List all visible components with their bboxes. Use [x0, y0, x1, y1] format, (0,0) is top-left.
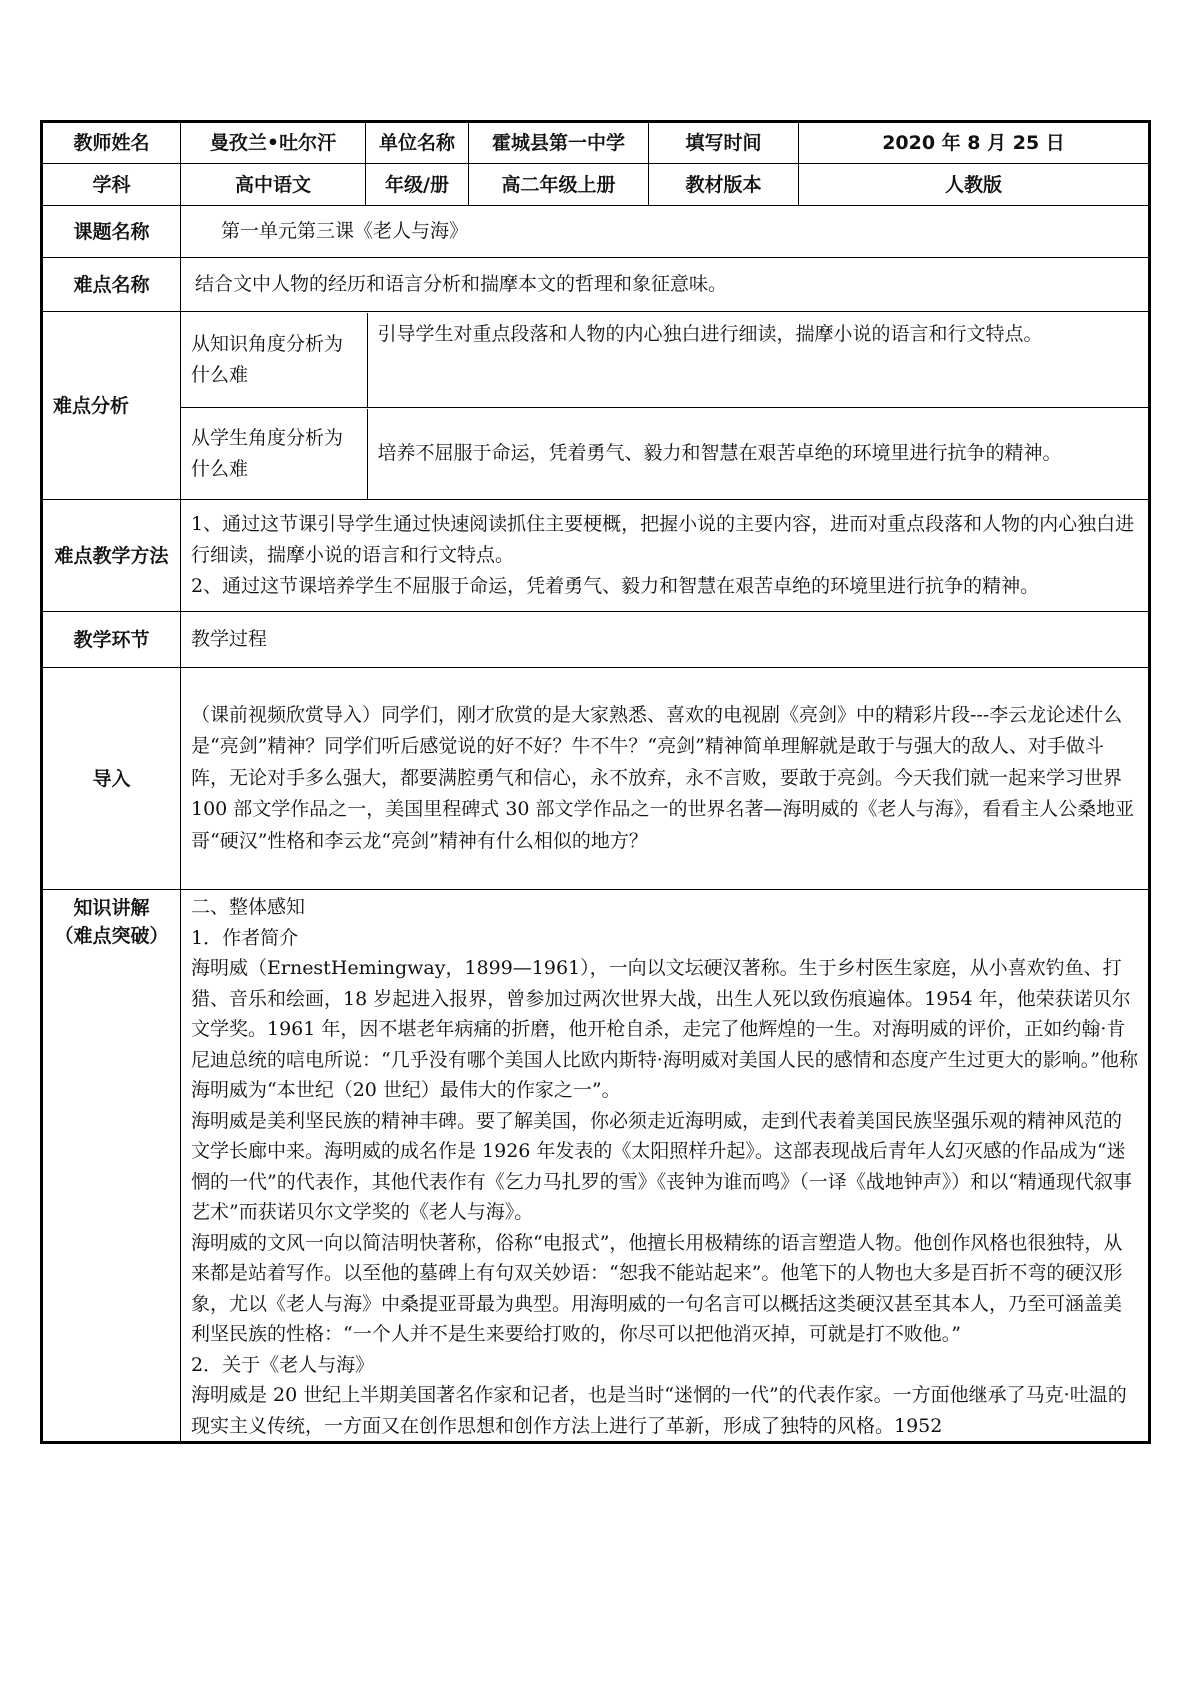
- student-angle-label: 从学生角度分析为什么难: [181, 409, 367, 499]
- difficulty-label: 难点名称: [42, 258, 181, 312]
- difficulty-value: 结合文中人物的经历和语言分析和揣摩本文的哲理和象征意味。: [181, 258, 1150, 312]
- edition-label: 教材版本: [649, 164, 799, 206]
- header-row-2: [42, 164, 1150, 206]
- grade-value: 高二年级上册: [469, 164, 649, 206]
- lesson-plan-table: [40, 120, 1151, 1444]
- date-value: 2020 年 8 月 25 日: [799, 122, 1150, 164]
- subject-value: 高中语文: [181, 164, 366, 206]
- process-row: [42, 612, 1150, 668]
- date-label: 填写时间: [649, 122, 799, 164]
- knowledge-sublabel: （难点突破）: [54, 925, 169, 947]
- process-label: 教学环节: [42, 612, 181, 668]
- method-point-2: 2、通过这节课培养学生不屈服于命运，凭着勇气、毅力和智慧在艰苦卓绝的环境里进行抗争的精神。: [191, 575, 1040, 597]
- edition-value: 人教版: [799, 164, 1150, 206]
- novel-paragraph-1: 海明威是 20 世纪上半期美国著名作家和记者，也是当时“迷惘的一代”的代表作家。一方面他继承了马克·吐温的现实主义传统，一方面又在创作思想和创作方法上进行了革新，形成了独特的风格。1952: [191, 1384, 1127, 1437]
- analysis-row-student: [42, 408, 1150, 500]
- section-heading-overview: 二、整体感知: [191, 896, 306, 918]
- author-paragraph-2: 海明威是美利坚民族的精神丰碑。要了解美国，你必须走近海明威，走到代表着美国民族坚强乐观的精神风范的文学长廊中来。海明威的成名作是 1926 年发表的《太阳照样升起》。这部表现战后青年人幻灭感的作品成为“迷惘的一代”的代表作，其他代表作有《乞力马扎罗的雪》《丧钟为谁而鸣》（一译《战地钟声》）和以“精通现代叙事艺术”而获诺贝尔文学奖的《老人与海》。: [191, 1109, 1132, 1223]
- analysis-knowledge-inner: [181, 313, 1148, 407]
- intro-label: 导入: [42, 668, 181, 890]
- process-value: 教学过程: [181, 612, 1150, 668]
- knowledge-angle-value: 引导学生对重点段落和人物的内心独白进行细读，揣摩小说的语言和行文特点。: [377, 322, 1043, 345]
- header-row-1: [42, 122, 1150, 164]
- knowledge-angle-label: 从知识角度分析为什么难: [181, 313, 367, 407]
- unit-label: 单位名称: [366, 122, 469, 164]
- analysis-label: 难点分析: [42, 312, 181, 500]
- lesson-plan-page: [40, 120, 1148, 1444]
- student-angle-value: 培养不屈服于命运，凭着勇气、毅力和智慧在艰苦卓绝的环境里进行抗争的精神。: [377, 442, 1062, 464]
- difficulty-row: [42, 258, 1150, 312]
- author-paragraph-1: 海明威（ErnestHemingway，1899—1961），一向以文坛硬汉著称。生于乡村医生家庭，从小喜欢钓鱼、打猎、音乐和绘画，18 岁起进入报界，曾参加过两次世界大战，出生人死以致伤痕遍体。1954 年，他荣获诺贝尔文学奖。1961 年，因不堪老年病痛的折磨，他开枪自杀，走完了他辉煌的一生。对海明威的评价，正如约翰·肯尼迪总统的唁电所说：“几乎没有哪个美国人比欧内斯特·海明威对美国人民的感情和态度产生过更大的影响。”他称海明威为“本世纪（20 世纪）最伟大的作家之一”。: [191, 957, 1138, 1101]
- knowledge-row: [42, 890, 1150, 1443]
- topic-label: 课题名称: [42, 206, 181, 258]
- topic-value: 第一单元第三课《老人与海》: [181, 206, 1150, 258]
- subject-label: 学科: [42, 164, 181, 206]
- author-paragraph-3: 海明威的文风一向以简洁明快著称，俗称“电报式”，他擅长用极精练的语言塑造人物。他创作风格也很独特，从来都是站着写作。以至他的墓碑上有句双关妙语：“恕我不能站起来”。他笔下的人物也大多是百折不弯的硬汉形象，尤以《老人与海》中桑提亚哥最为典型。用海明威的一句名言可以概括这类硬汉甚至其本人，乃至可涵盖美利坚民族的性格：“一个人并不是生来要给打败的，你尽可以把他消灭掉，可就是打不败他。”: [191, 1231, 1123, 1345]
- analysis-student-inner: [181, 409, 1148, 499]
- method-point-1: 1、通过这节课引导学生通过快速阅读抓住主要梗概，把握小说的主要内容，进而对重点段落和人物的内心独白进行细读，揣摩小说的语言和行文特点。: [191, 513, 1135, 566]
- method-label: 难点教学方法: [42, 500, 181, 612]
- section-heading-author: 1．作者简介: [191, 926, 299, 949]
- knowledge-label: 知识讲解: [73, 897, 150, 919]
- intro-text: （课前视频欣赏导入）同学们，刚才欣赏的是大家熟悉、喜欢的电视剧《亮剑》中的精彩片段---李云龙论述什么是“亮剑”精神？同学们听后感觉说的好不好？牛不牛？“亮剑”精神简单理解就是敢于与强大的敌人、对手做斗阵，无论对手多么强大，都要满腔勇气和信心，永不放弃，永不言败，要敢于亮剑。今天我们就一起来学习世界 100 部文学作品之一，美国里程碑式 30 部文学作品之一的世界名著—海明威的《老人与海》，看看主人公桑地亚哥“硬汉”性格和李云龙“亮剑”精神有什么相似的地方？: [181, 668, 1150, 890]
- unit-name: 霍城县第一中学: [469, 122, 649, 164]
- grade-label: 年级/册: [366, 164, 469, 206]
- method-row: [42, 500, 1150, 612]
- topic-row: [42, 206, 1150, 258]
- section-heading-novel: 2．关于《老人与海》: [191, 1353, 375, 1376]
- teacher-name: 曼孜兰•吐尔汗: [181, 122, 366, 164]
- analysis-row-knowledge: [42, 312, 1150, 408]
- teacher-label: 教师姓名: [42, 122, 181, 164]
- intro-row: [42, 668, 1150, 890]
